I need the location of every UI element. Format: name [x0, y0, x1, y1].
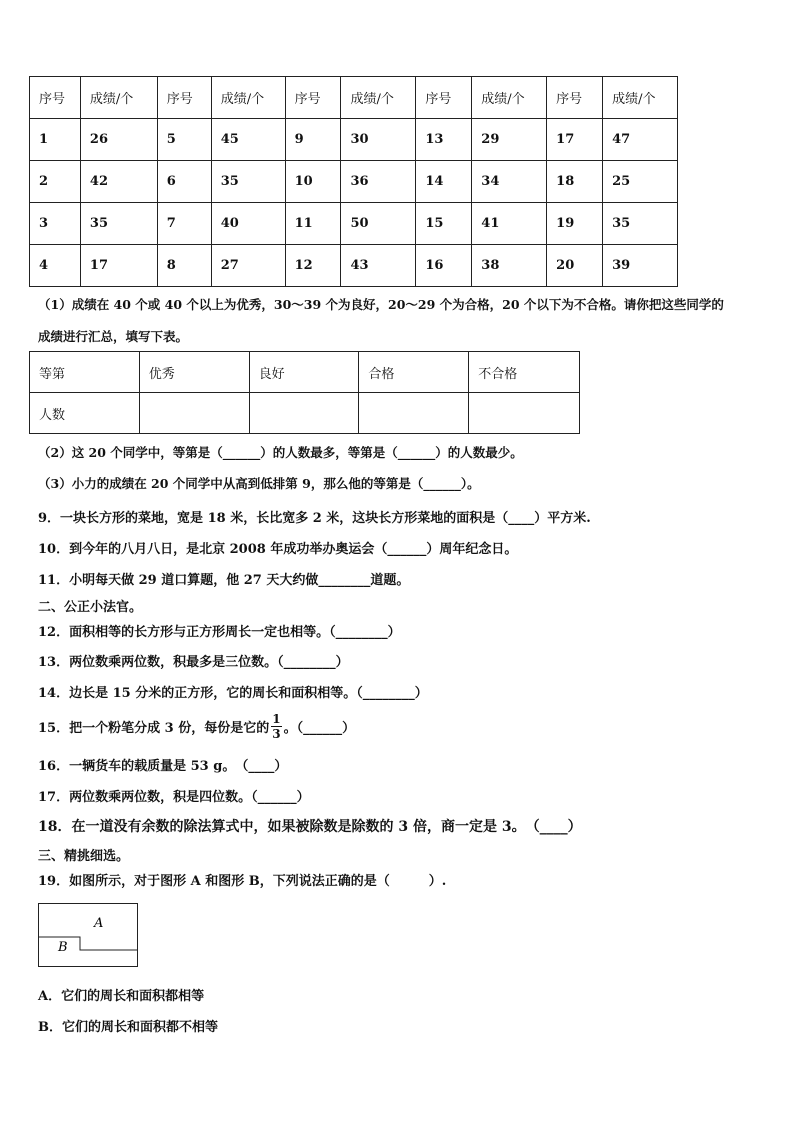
table-cell: 35	[603, 203, 678, 245]
option-a[interactable]: A．它们的周长和面积都相等	[38, 989, 205, 1004]
score-table	[29, 76, 678, 287]
table-cell: 11	[285, 203, 341, 245]
q1-line1: （1）成绩在 40 个或 40 个以上为优秀，30～39 个为良好，20～29 个为合格，20 个以下为不合格。请你把这些同学的	[38, 297, 724, 312]
table-cell: 7	[157, 203, 211, 245]
q2: （2）这 20 个同学中，等第是（______）的人数最多，等第是（______）的人数最少。	[38, 445, 523, 460]
table-cell: 30	[341, 119, 416, 161]
summary-header-row	[30, 352, 580, 393]
table-cell: 45	[211, 119, 285, 161]
q17: 17．两位数乘两位数，积是四位数。（______）	[38, 790, 310, 805]
table-cell: 29	[472, 119, 547, 161]
table-cell: 40	[211, 203, 285, 245]
table-cell: 41	[472, 203, 547, 245]
q16: 16．一辆货车的载质量是 53 g。 （____）	[38, 759, 288, 774]
q13: 13．两位数乘两位数，积最多是三位数。（________）	[38, 655, 349, 670]
q19: 19．如图所示，对于图形 A 和图形 B，下列说法正确的是（ ）.	[38, 874, 447, 889]
table-cell: 13	[416, 119, 472, 161]
section-2-heading: 二、公正小法官。	[38, 600, 143, 615]
score-table-header	[30, 77, 678, 119]
header-cell: 成绩/个	[80, 77, 157, 119]
table-cell: 36	[341, 161, 416, 203]
q14: 14．边长是 15 分米的正方形，它的周长和面积相等。（________）	[38, 686, 428, 701]
table-cell: 38	[472, 245, 547, 287]
table-cell: 10	[285, 161, 341, 203]
table-cell: 2	[30, 161, 81, 203]
answer-cell-pass[interactable]	[359, 393, 469, 434]
q9: 9．一块长方形的菜地，宽是 18 米，长比宽多 2 米，这块长方形菜地的面积是（____）平方米.	[38, 511, 591, 526]
table-cell: 17	[80, 245, 157, 287]
table-cell: 6	[157, 161, 211, 203]
table-cell: 15	[416, 203, 472, 245]
table-cell: 18	[547, 161, 603, 203]
shape-figure	[38, 903, 138, 967]
table-cell: 43	[341, 245, 416, 287]
header-cell: 优秀	[139, 352, 249, 393]
header-cell: 良好	[249, 352, 359, 393]
figure-outer-rectangle	[39, 904, 138, 967]
table-row	[30, 245, 678, 287]
fraction-one-third	[271, 712, 281, 741]
answer-cell-fail[interactable]	[469, 393, 580, 434]
q1-line2: 成绩进行汇总，填写下表。	[38, 329, 189, 344]
header-cell: 成绩/个	[211, 77, 285, 119]
table-cell: 5	[157, 119, 211, 161]
table-cell: 39	[603, 245, 678, 287]
q15-answer: 。（______）	[283, 721, 356, 736]
table-cell: 35	[80, 203, 157, 245]
option-b[interactable]: B．它们的周长和面积都不相等	[38, 1020, 218, 1035]
fraction-numerator: 1	[272, 712, 281, 726]
header-cell: 序号	[157, 77, 211, 119]
figure-dividing-line	[39, 937, 138, 950]
header-cell: 成绩/个	[603, 77, 678, 119]
table-cell: 34	[472, 161, 547, 203]
q15-text: 15．把一个粉笔分成 3 份，每份是它的	[38, 721, 270, 736]
table-row	[30, 203, 678, 245]
table-cell: 9	[285, 119, 341, 161]
header-cell: 序号	[285, 77, 341, 119]
summary-count-row	[30, 393, 580, 434]
table-cell: 12	[285, 245, 341, 287]
table-cell: 25	[603, 161, 678, 203]
summary-table	[29, 351, 580, 434]
figure-label-a: A	[94, 916, 104, 931]
table-cell: 27	[211, 245, 285, 287]
table-cell: 26	[80, 119, 157, 161]
table-cell: 14	[416, 161, 472, 203]
q3: （3）小力的成绩在 20 个同学中从高到低排第 9，那么他的等第是（______）。	[38, 476, 480, 491]
q11: 11．小明每天做 29 道口算题，他 27 天大约做________道题。	[38, 573, 410, 588]
q12: 12．面积相等的长方形与正方形周长一定也相等。（________）	[38, 625, 401, 640]
table-row	[30, 161, 678, 203]
table-cell: 3	[30, 203, 81, 245]
table-cell: 47	[603, 119, 678, 161]
table-cell: 8	[157, 245, 211, 287]
header-cell: 序号	[30, 77, 81, 119]
header-cell: 不合格	[469, 352, 580, 393]
table-cell: 50	[341, 203, 416, 245]
q18: 18．在一道没有余数的除法算式中，如果被除数是除数的 3 倍，商一定是 3。 （____）	[38, 819, 582, 835]
q10: 10．到今年的八月八日，是北京 2008 年成功举办奥运会（______）周年纪念日。	[38, 542, 518, 557]
table-cell: 19	[547, 203, 603, 245]
table-cell: 4	[30, 245, 81, 287]
figure-label-b: B	[58, 940, 68, 955]
fraction-denominator: 3	[272, 727, 281, 741]
table-cell: 20	[547, 245, 603, 287]
header-cell: 等第	[30, 352, 140, 393]
table-cell: 35	[211, 161, 285, 203]
table-cell: 42	[80, 161, 157, 203]
header-cell: 序号	[547, 77, 603, 119]
header-cell: 成绩/个	[341, 77, 416, 119]
section-3-heading: 三、精挑细选。	[38, 849, 130, 864]
answer-cell-good[interactable]	[249, 393, 359, 434]
q15	[38, 712, 355, 741]
table-cell: 17	[547, 119, 603, 161]
table-row	[30, 119, 678, 161]
answer-cell-excellent[interactable]	[139, 393, 249, 434]
header-cell: 成绩/个	[472, 77, 547, 119]
table-cell: 16	[416, 245, 472, 287]
row-label: 人数	[30, 393, 140, 434]
table-cell: 1	[30, 119, 81, 161]
header-cell: 序号	[416, 77, 472, 119]
header-cell: 合格	[359, 352, 469, 393]
